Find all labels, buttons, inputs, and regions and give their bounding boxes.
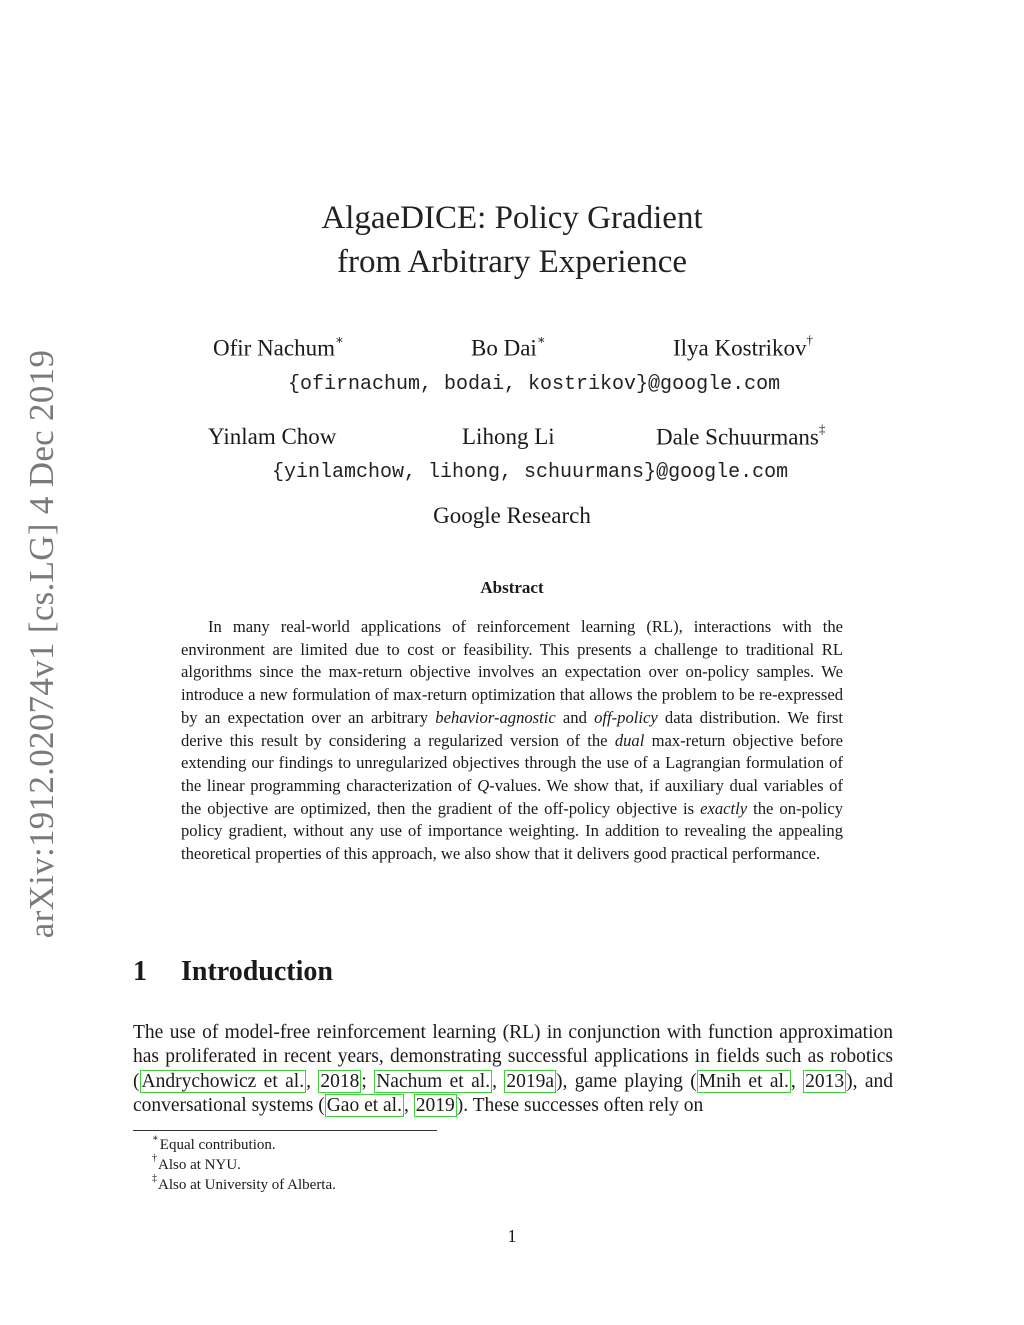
emails-row-1: {ofirnachum, bodai, kostrikov}@google.com: [288, 373, 781, 396]
footnote-text: Equal contribution.: [159, 1137, 276, 1153]
abstract-body: [181, 616, 843, 866]
author-name: Yinlam Chow: [208, 424, 337, 449]
body-text: ), and conversational systems (: [133, 1070, 894, 1116]
abstract-text: data distribution. We first derive this result by considering a regularized version of the: [181, 707, 843, 750]
section-title: Introduction: [181, 956, 333, 987]
author-name: Bo Dai: [471, 335, 537, 361]
abstract-text: max-return objective before extending our findings to unregularized objectives through the use of a Lagrangian formulation of the linear programming characterization of: [181, 730, 844, 795]
citation-link[interactable]: 2018: [320, 1070, 360, 1092]
citation-link[interactable]: Gao et al.: [326, 1094, 402, 1116]
author-name: Lihong Li: [462, 424, 555, 449]
abstract-heading: Abstract: [480, 578, 544, 597]
body-text: ,: [790, 1070, 804, 1092]
abstract-text: -values. We show that, if auxiliary dual variables of the objective are optimized, then the gradient of the off-policy objective is: [181, 775, 843, 818]
abstract-text: the on-policy policy gradient, without any use of importance weighting. In addition to revealing the appealing theoretical properties of this approach, we also show that it delivers good practical performance.: [181, 798, 843, 864]
body-text: ;: [361, 1070, 375, 1092]
author-lihong-li: [462, 424, 555, 450]
body-text: The use of model-free reinforcement learning (RL) in conjunction with function approximation has proliferated in recent years, demonstrating successful applications in fields such as robotics (: [133, 1022, 893, 1092]
footnote-divider: [133, 1130, 437, 1131]
author-ilya-kostrikov: [673, 332, 814, 362]
footnote-mark: †: [152, 1153, 157, 1164]
section-heading-introduction: [133, 956, 333, 988]
paper-title-line-1: AlgaeDICE: Policy Gradient: [321, 200, 703, 236]
author-ofir-nachum: [213, 332, 344, 362]
arxiv-stamp-text: arXiv:1912.02074v1 [cs.LG] 4 Dec 2019: [22, 349, 61, 939]
body-text: ,: [306, 1070, 319, 1092]
footnote-text: Also at University of Alberta.: [158, 1177, 336, 1193]
citation-link[interactable]: Nachum et al.: [376, 1070, 491, 1092]
author-name: Ofir Nachum: [213, 335, 335, 361]
author-mark: ∗: [335, 332, 344, 347]
page-number: 1: [507, 1226, 517, 1246]
paper-title-line-2: from Arbitrary Experience: [336, 244, 687, 280]
author-mark: †: [806, 332, 814, 347]
author-name: Dale Schuurmans: [656, 424, 819, 450]
citation-link[interactable]: Andrychowicz et al.: [141, 1070, 305, 1092]
body-text: ,: [403, 1094, 414, 1116]
citation-link[interactable]: Mnih et al.: [698, 1070, 789, 1092]
citation-link[interactable]: 2013: [805, 1070, 845, 1092]
abstract-emphasis: behavior-agnostic: [435, 707, 556, 727]
abstract-emphasis: exactly: [700, 798, 748, 818]
author-mark: ‡: [818, 421, 826, 436]
footnote-equal-contribution: [152, 1135, 276, 1154]
author-name: Ilya Kostrikov: [673, 335, 807, 361]
author-bo-dai: [471, 332, 546, 362]
footnote-alberta: [152, 1175, 336, 1194]
section-number: 1: [133, 956, 147, 987]
footnote-text: Also at NYU.: [158, 1157, 241, 1173]
author-yinlam-chow: [208, 424, 336, 450]
footnote-mark: ‡: [152, 1173, 157, 1184]
abstract-text: and: [555, 707, 595, 727]
footnote-mark: ∗: [152, 1133, 159, 1144]
abstract-emphasis: dual: [614, 730, 645, 750]
abstract-emphasis: Q: [477, 775, 490, 795]
body-text: ), game playing (: [556, 1070, 697, 1092]
body-text: ,: [492, 1070, 505, 1092]
abstract-text: In many real-world applications of reinforcement learning (RL), interactions with the environment are limited due to cost or feasibility. This presents a challenge to traditional RL algorithms since the max-return objective involves an expectation over on-policy samples. We introduce a new formulation of max-return optimization that allows the problem to be re-expressed by an expectation over an arbitrary: [181, 617, 843, 727]
footnote-nyu: [152, 1155, 241, 1174]
introduction-paragraph: [133, 1021, 893, 1118]
citation-link[interactable]: 2019a: [506, 1070, 555, 1092]
citation-link[interactable]: 2019: [415, 1094, 455, 1116]
emails-row-2: {yinlamchow, lihong, schuurmans}@google.com: [272, 461, 789, 484]
author-mark: ∗: [536, 332, 546, 347]
abstract-emphasis: off-policy: [594, 707, 658, 727]
body-text: ). These successes often rely on: [456, 1094, 704, 1116]
author-dale-schuurmans: [656, 421, 826, 451]
affiliation: Google Research: [433, 503, 591, 528]
